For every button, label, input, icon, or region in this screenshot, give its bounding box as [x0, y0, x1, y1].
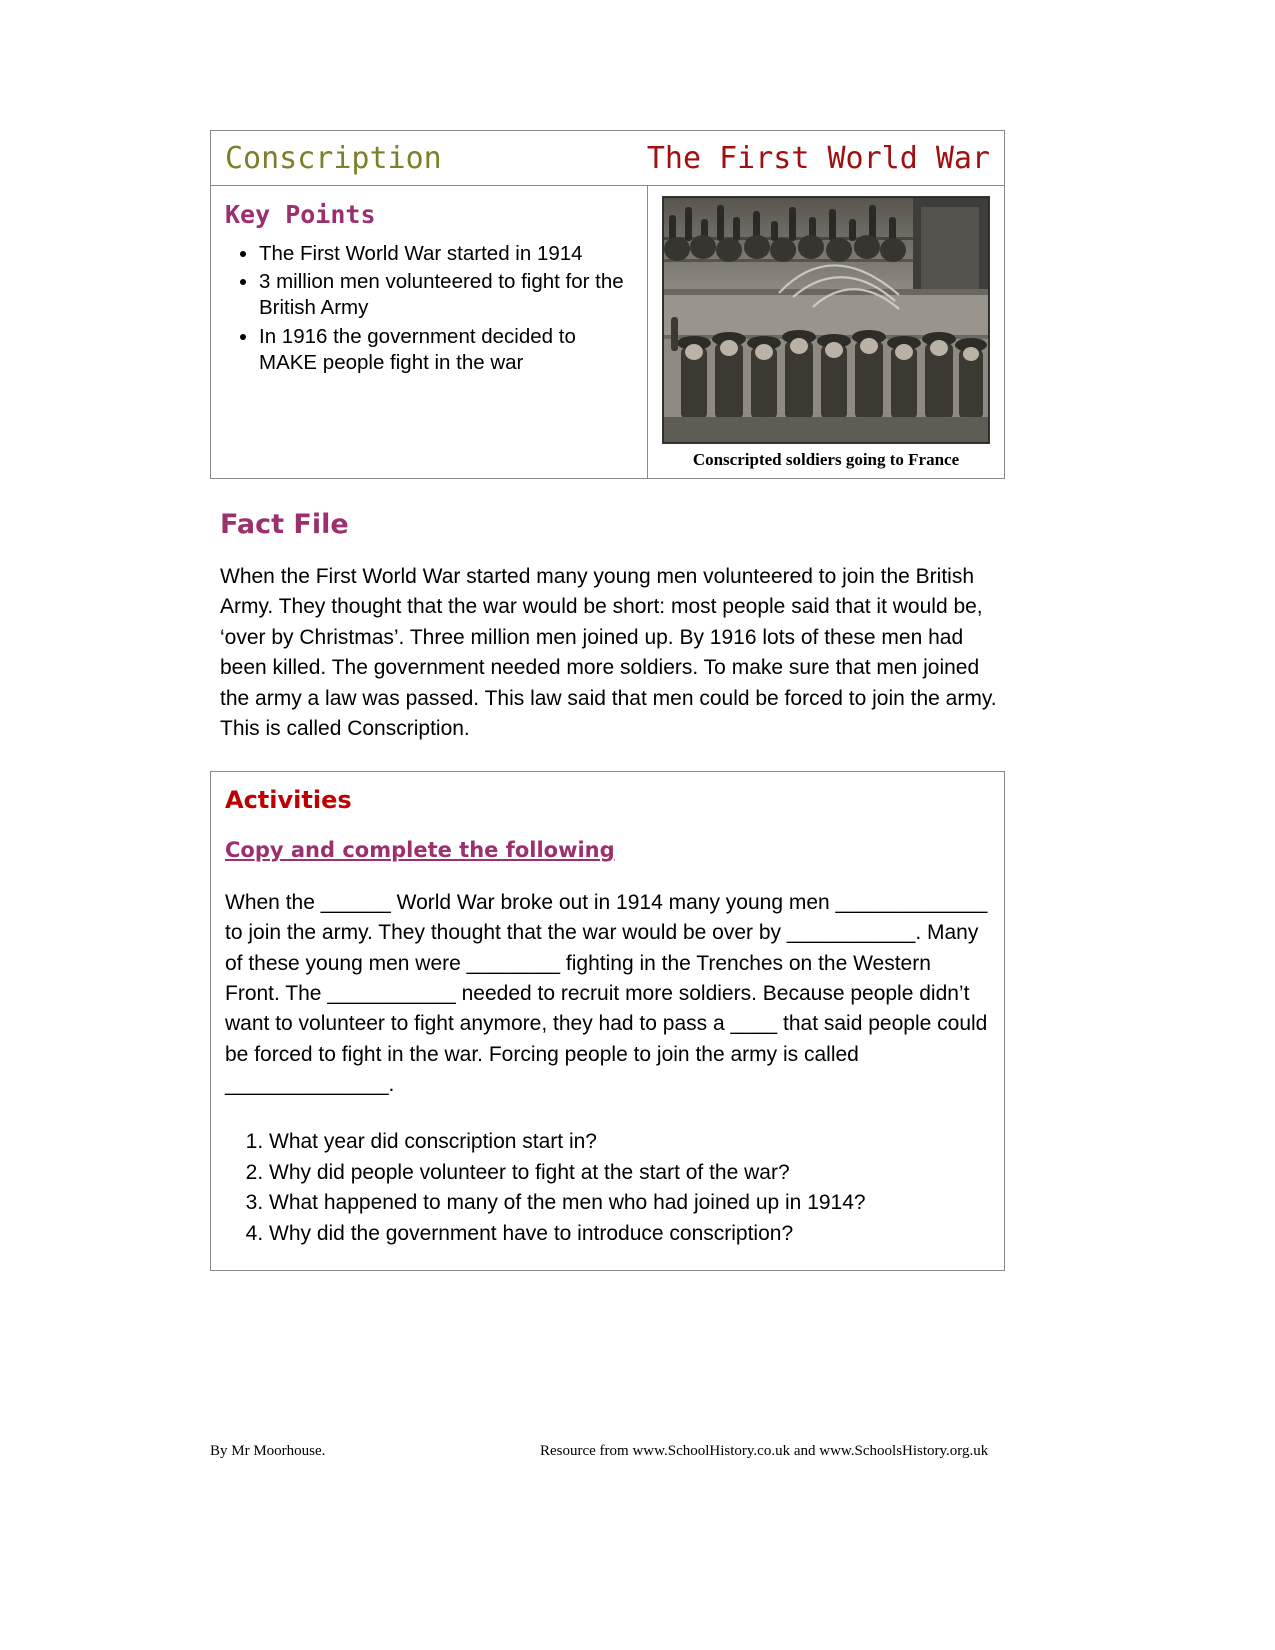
activities-box	[210, 771, 1005, 1271]
key-points-text-column	[211, 186, 648, 478]
list-item: 3. What happened to many of the men who had joined up in 1914?	[269, 1188, 988, 1218]
key-points-list	[225, 241, 637, 376]
page-title-topic: Conscription	[225, 140, 442, 176]
key-points-image-column	[648, 186, 1004, 478]
cloze-exercise-text: When the ______ World War broke out in 1914 many young men _____________ to join the army. They thought that the war would be over by ___________. Many of these young men were ________ fighting in the Trenches on the Western Front. The ___________ needed to recruit more soldiers. Because people didn’t want to volunteer to fight anymore, they had to pass a ____ that said people could be forced to fight in the war. Forcing people to join the army is called ______________.	[225, 890, 988, 1097]
list-item: • 3 million men volunteered to fight for the British Army	[259, 269, 637, 321]
page-title-series: The First World War	[646, 140, 990, 176]
fact-file-heading: Fact File	[220, 509, 349, 540]
list-item: 1. What year did conscription start in?	[269, 1127, 988, 1157]
key-points-box	[210, 186, 1005, 479]
list-item: • The First World War started in 1914	[259, 241, 637, 267]
activities-heading: Activities	[225, 785, 352, 814]
footer-author: By Mr Moorhouse.	[210, 1443, 326, 1459]
photo-caption: Conscripted soldiers going to France	[692, 450, 960, 469]
list-item: 2. Why did people volunteer to fight at the start of the war?	[269, 1158, 988, 1188]
key-points-heading: Key Points	[225, 200, 376, 229]
activities-subheading: Copy and complete the following	[225, 837, 615, 862]
list-item: • In 1916 the government decided to MAKE people fight in the war	[259, 324, 637, 376]
page-footer	[210, 1443, 1005, 1460]
list-item: 4. Why did the government have to introduce conscription?	[269, 1219, 988, 1249]
soldiers-boarding-ship-photo	[662, 196, 990, 444]
fact-file-body: When the First World War started many young men volunteered to join the British Army. They thought that the war would be short: most people said that it would be, ‘over by Christmas’. Three million men joined up. By 1916 lots of these men had been killed. The government needed more soldiers. To make sure that men joined the army a law was passed. This law said that men could be forced to join the army. This is called Conscription.	[220, 565, 997, 741]
title-bar	[210, 130, 1005, 186]
worksheet-sheet	[210, 130, 1005, 1271]
footer-resource: Resource from www.SchoolHistory.co.uk and www.SchoolsHistory.org.uk	[540, 1443, 989, 1459]
questions-list	[225, 1127, 988, 1249]
